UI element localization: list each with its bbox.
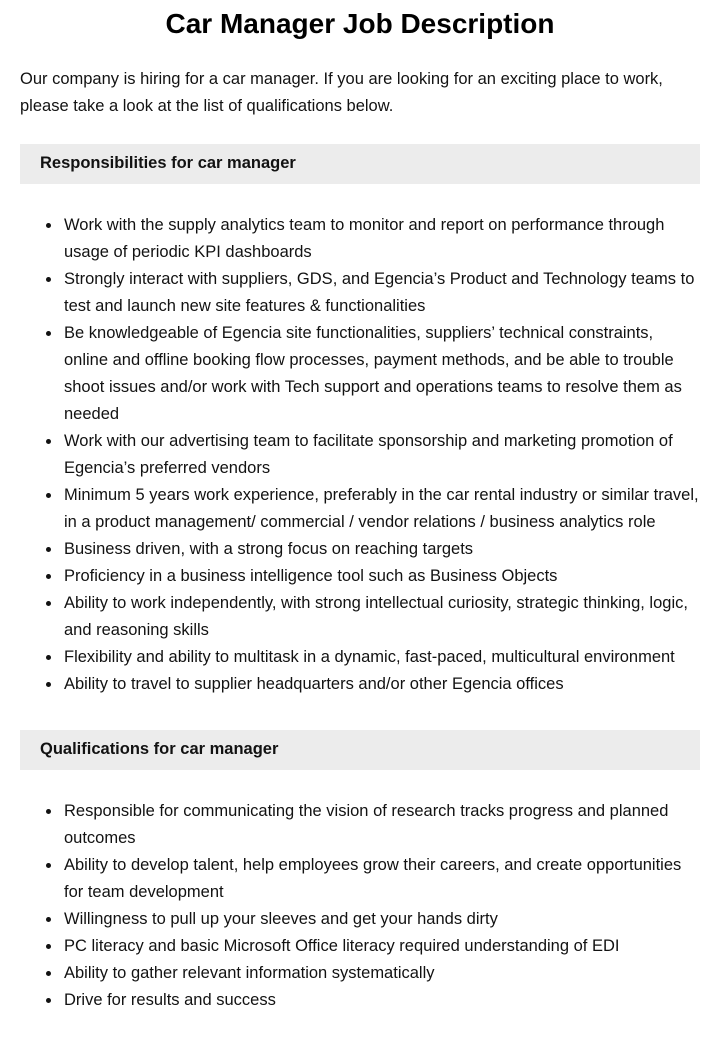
list-item: • Ability to work independently, with strong intellectual curiosity, strategic thinking, logic, and reasoning skills (62, 590, 700, 644)
list-item: • Willingness to pull up your sleeves and get your hands dirty (62, 906, 700, 933)
list-item: • Strongly interact with suppliers, GDS, and Egencia’s Product and Technology teams to test and launch new site features & functionalities (62, 266, 700, 320)
list-item: • Work with our advertising team to facilitate sponsorship and marketing promotion of Egencia’s preferred vendors (62, 428, 700, 482)
list-item: • Ability to travel to supplier headquarters and/or other Egencia offices (62, 671, 700, 698)
section-heading-qualifications: Qualifications for car manager (20, 730, 700, 770)
list-item: • PC literacy and basic Microsoft Office literacy required understanding of EDI (62, 933, 700, 960)
list-item: • Ability to develop talent, help employees grow their careers, and create opportunities for team development (62, 852, 700, 906)
page-title: Car Manager Job Description (165, 8, 555, 39)
qualifications-list (20, 798, 700, 1014)
list-item: • Work with the supply analytics team to monitor and report on performance through usage of periodic KPI dashboards (62, 212, 700, 266)
list-item: • Drive for results and success (62, 987, 700, 1014)
intro-paragraph: Our company is hiring for a car manager. If you are looking for an exciting place to work, please take a look at the list of qualifications below. (20, 70, 663, 115)
list-item: • Be knowledgeable of Egencia site functionalities, suppliers’ technical constraints, online and offline booking flow processes, payment methods, and be able to trouble shoot issues and/or work with Tech support and operations teams to resolve them as needed (62, 320, 700, 428)
list-item: • Ability to gather relevant information systematically (62, 960, 700, 987)
list-item: • Responsible for communicating the vision of research tracks progress and planned outcomes (62, 798, 700, 852)
list-item: • Flexibility and ability to multitask in a dynamic, fast-paced, multicultural environment (62, 644, 700, 671)
section-heading-responsibilities: Responsibilities for car manager (20, 144, 700, 184)
list-item: • Business driven, with a strong focus on reaching targets (62, 536, 700, 563)
list-item: • Proficiency in a business intelligence tool such as Business Objects (62, 563, 700, 590)
responsibilities-list (20, 212, 700, 698)
list-item: • Minimum 5 years work experience, preferably in the car rental industry or similar travel, in a product management/ commercial / vendor relations / business analytics role (62, 482, 700, 536)
